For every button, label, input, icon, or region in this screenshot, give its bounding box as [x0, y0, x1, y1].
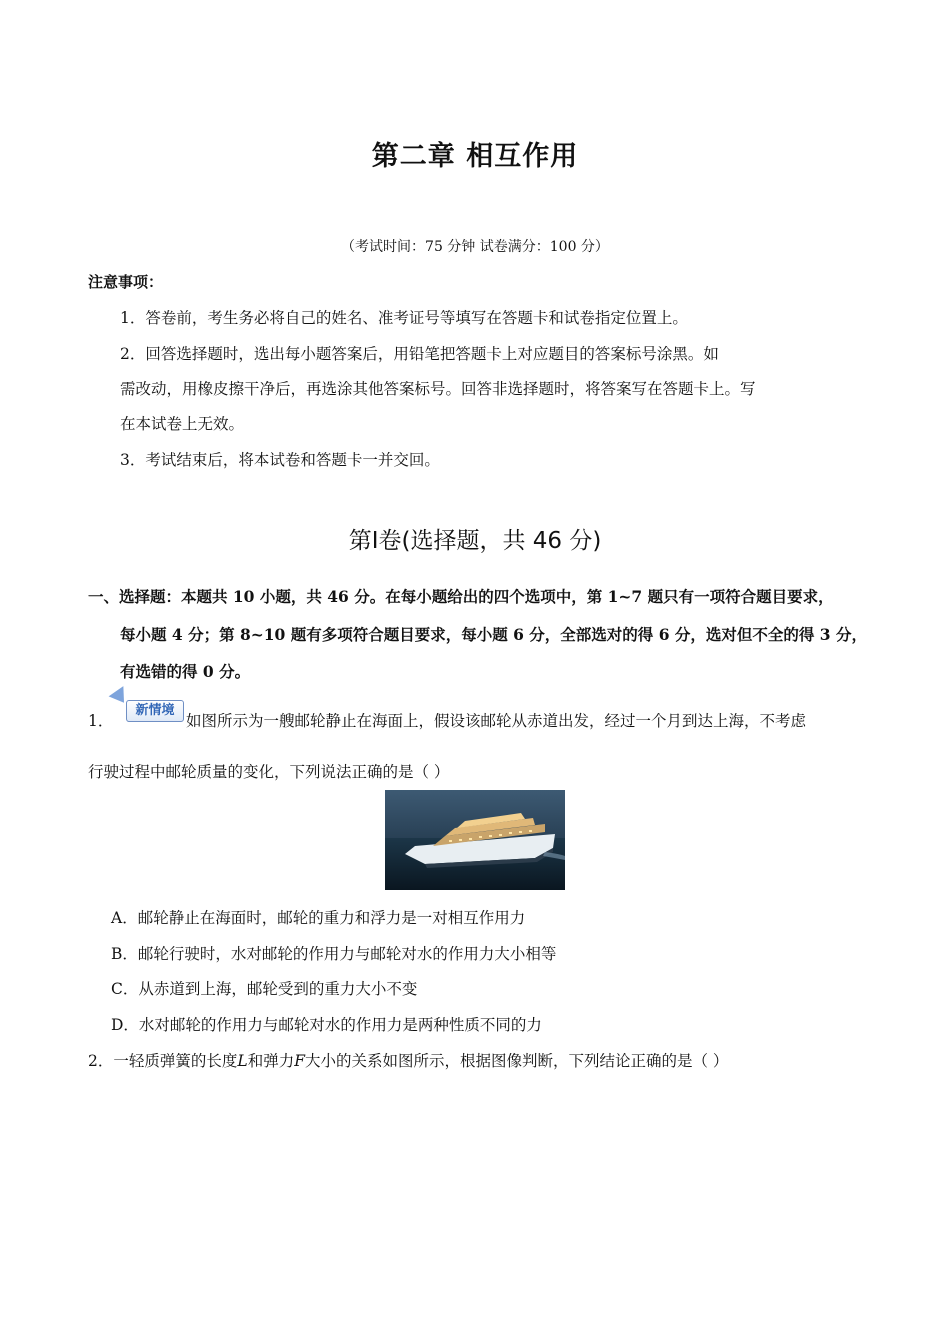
question-2: [88, 1049, 728, 1071]
section-title: 第Ⅰ卷(选择题，共 46 分): [348, 528, 602, 554]
question-2-text-a: 一轻质弹簧的长度: [113, 1052, 238, 1070]
chapter-title: 第二章 相互作用: [371, 141, 579, 172]
new-context-badge: [111, 690, 185, 724]
variable-force: F: [294, 1052, 305, 1070]
question-1-option-b: B．邮轮行驶时，水对邮轮的作用力与邮轮对水的作用力大小相等: [111, 945, 557, 963]
question-1-text: 如图所示为一艘邮轮静止在海面上，假设该邮轮从赤道出发，经过一个月到达上海，不考虑: [186, 712, 807, 730]
notice-item-2: 2．回答选择题时，选出每小题答案后，用铅笔把答题卡上对应题目的答案标号涂黑。如: [120, 345, 719, 363]
notice-item-2-cont: 需改动，用橡皮擦干净后，再选涂其他答案标号。回答非选择题时，将答案写在答题卡上。写: [120, 380, 756, 398]
question-2-text-c: 大小的关系如图所示，根据图像判断，下列结论正确的是（ ）: [304, 1052, 729, 1070]
question-1-option-a: A．邮轮静止在海面时，邮轮的重力和浮力是一对相互作用力: [111, 909, 526, 927]
question-1-option-c: C．从赤道到上海，邮轮受到的重力大小不变: [111, 980, 418, 998]
question-2-text-b: 和弹力: [247, 1052, 295, 1070]
question-1-text-cont: 行驶过程中邮轮质量的变化，下列说法正确的是（ ）: [88, 763, 450, 781]
notice-item-1: 1．答卷前，考生务必将自己的姓名、准考证号等填写在答题卡和试卷指定位置上。: [120, 309, 688, 327]
notice-heading: 注意事项：: [88, 273, 164, 291]
notice-item-3: 3．考试结束后，将本试卷和答题卡一并交回。: [120, 451, 440, 469]
exam-info: （考试时间：75 分钟 试卷满分：100 分）: [341, 239, 609, 255]
question-2-number: 2．: [88, 1052, 114, 1070]
notice-item-2-end: 在本试卷上无效。: [120, 415, 245, 433]
part-one-instructions-end: 有选错的得 0 分。: [120, 662, 251, 681]
part-one-instructions-cont: 每小题 4 分；第 8~10 题有多项符合题目要求，每小题 6 分，全部选对的得 6 分，选对但不全的得 3 分，: [120, 625, 867, 644]
question-1-option-d: D．水对邮轮的作用力与邮轮对水的作用力是两种性质不同的力: [111, 1016, 542, 1034]
part-one-instructions: 一、选择题：本题共 10 小题，共 46 分。在每小题给出的四个选项中，第 1~7 题只有一项符合题目要求，: [88, 587, 834, 606]
cruise-ship-image: [385, 790, 565, 890]
badge-label: 新情境: [126, 700, 184, 722]
question-1-number: 1．: [88, 712, 114, 730]
variable-length: L: [237, 1052, 248, 1070]
